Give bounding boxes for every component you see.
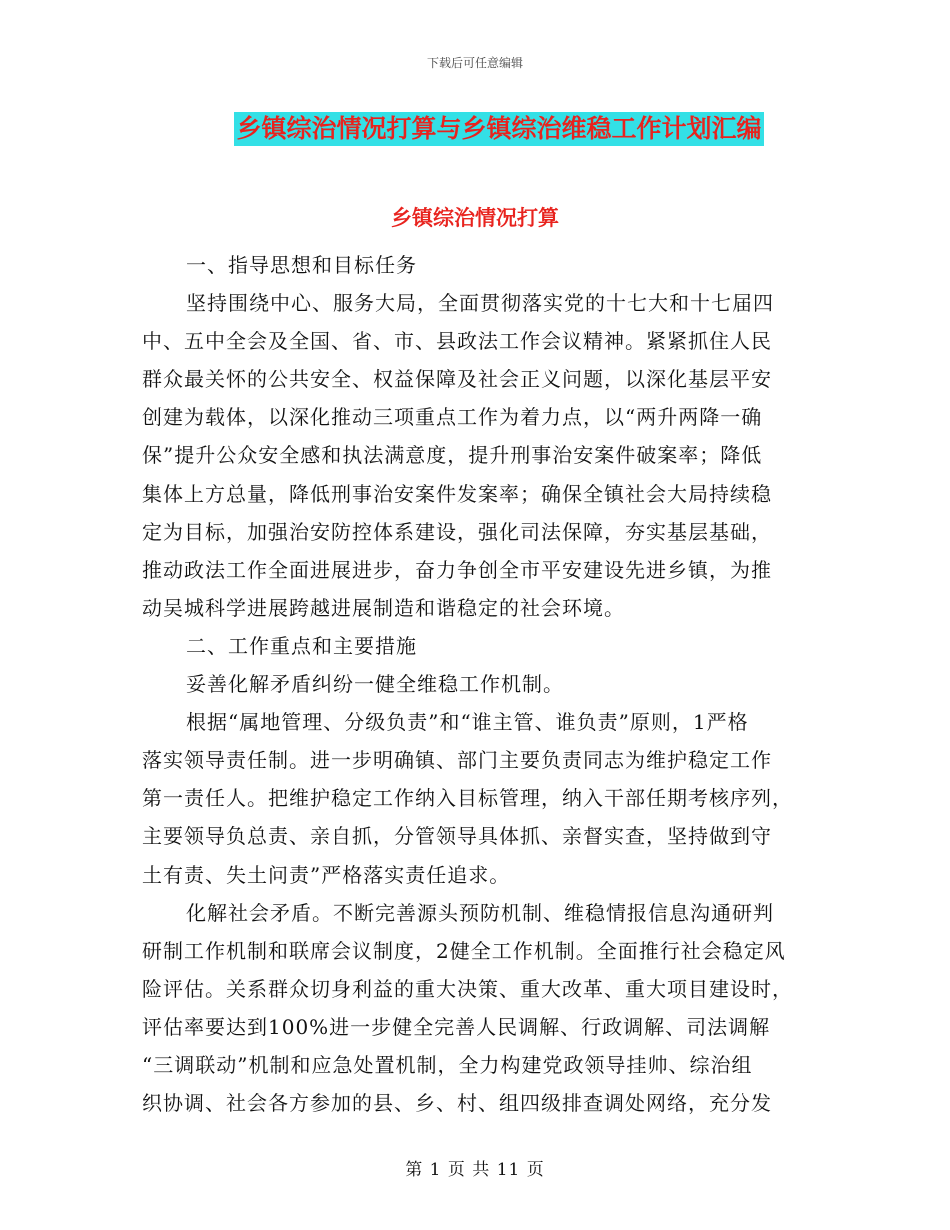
page-footer: 第 1 页 共 11 页 xyxy=(405,1160,545,1180)
paragraph-line: 落实领导责任制。进一步明确镇、部门主要负责同志为维护稳定工作 xyxy=(142,748,772,773)
paragraph-line: 集体上方总量，降低刑事治安案件发案率；确保全镇社会大局持续稳 xyxy=(142,481,772,506)
paragraph-line: 保”提升公众安全感和执法满意度，提升刑事治安案件破案率；降低 xyxy=(142,443,763,468)
paragraph-line: 第一责任人。把维护稳定工作纳入目标管理，纳入干部任期考核序列， xyxy=(142,786,793,811)
main-title: 乡镇综治情况打算与乡镇综治维稳工作计划汇编 xyxy=(234,112,763,146)
paragraph-line: 妥善化解矛盾纠纷一健全维稳工作机制。 xyxy=(186,672,564,697)
section-title: 乡镇综治情况打算 xyxy=(391,206,559,230)
paragraph-line: 险评估。关系群众切身利益的重大决策、重大改革、重大项目建设时， xyxy=(142,976,793,1001)
paragraph-line: 中、五中全会及全国、省、市、县政法工作会议精神。紧紧抓住人民 xyxy=(142,329,772,354)
paragraph-line: 定为目标，加强治安防控体系建设，强化司法保障，夯实基层基础， xyxy=(142,519,772,544)
main-title-container xyxy=(0,112,950,146)
paragraph-line: “三调联动”机制和应急处置机制，全力构建党政领导挂帅、综治组 xyxy=(142,1052,753,1077)
paragraph-line: 动吴城科学进展跨越进展制造和谐稳定的社会环境。 xyxy=(142,595,625,620)
header-note: 下载后可任意编辑 xyxy=(426,56,523,70)
paragraph-line: 群众最关怀的公共安全、权益保障及社会正义问题，以深化基层平安 xyxy=(142,367,772,392)
paragraph-line: 化解社会矛盾。不断完善源头预防机制、维稳情报信息沟通研判 xyxy=(186,900,774,925)
heading-line: 一、指导思想和目标任务 xyxy=(186,253,417,277)
paragraph-line: 根据“属地管理、分级负责”和“谁主管、谁负责”原则，1严格 xyxy=(186,710,749,735)
heading-line: 二、工作重点和主要措施 xyxy=(186,633,417,658)
paragraph-line: 研制工作机制和联席会议制度，2健全工作机制。全面推行社会稳定风 xyxy=(142,938,786,963)
paragraph-line: 推动政法工作全面进展进步，奋力争创全市平安建设先进乡镇，为推 xyxy=(142,557,772,582)
document-body xyxy=(142,246,814,1122)
paragraph-line: 坚持围绕中心、服务大局，全面贯彻落实党的十七大和十七届四 xyxy=(186,291,774,316)
paragraph-line: 土有责、失土问责”严格落实责任追求。 xyxy=(142,862,511,887)
paragraph-line: 织协调、社会各方参加的县、乡、村、组四级排查调处网络，充分发 xyxy=(142,1091,772,1116)
paragraph-line: 主要领导负总责、亲自抓，分管领导具体抓、亲督实查，坚持做到守 xyxy=(142,824,772,849)
paragraph-line: 评估率要达到100%进一步健全完善人民调解、行政调解、司法调解 xyxy=(142,1014,771,1039)
paragraph-line: 创建为载体，以深化推动三项重点工作为着力点，以“两升两降一确 xyxy=(142,405,763,430)
